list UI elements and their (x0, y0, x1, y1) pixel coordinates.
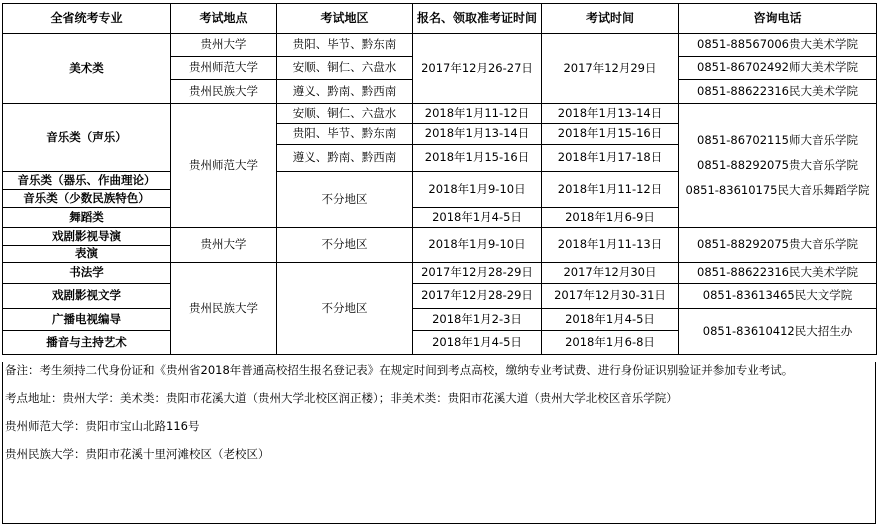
region-cell: 安顺、铜仁、六盘水 (277, 104, 413, 124)
exam-time-cell: 2018年1月17-18日 (542, 145, 679, 172)
region-cell: 不分地区 (277, 172, 413, 228)
registration-cell: 2018年1月4-5日 (413, 208, 542, 228)
region-cell: 不分地区 (277, 263, 413, 355)
phone-cell: 0851-86702492师大美术学院 (679, 57, 877, 80)
phone-cell: 0851-83610412民大招生办 (679, 309, 877, 355)
table-row (3, 104, 877, 124)
phone-cell: 0851-88567006贵大美术学院 (679, 34, 877, 57)
registration-cell: 2018年1月11-12日 (413, 104, 542, 124)
major-cell: 表演 (3, 246, 171, 263)
exam-time-cell: 2018年1月15-16日 (542, 124, 679, 145)
registration-cell: 2018年1月2-3日 (413, 309, 542, 331)
phone-cell: 0851-88292075贵大音乐学院 (679, 228, 877, 263)
registration-cell: 2017年12月28-29日 (413, 284, 542, 309)
exam-time-cell: 2018年1月6-9日 (542, 208, 679, 228)
region-cell: 不分地区 (277, 228, 413, 263)
header-phone: 咨询电话 (679, 4, 877, 34)
exam-time-cell: 2018年1月6-8日 (542, 331, 679, 355)
exam-time-cell: 2017年12月30-31日 (542, 284, 679, 309)
major-cell: 舞蹈类 (3, 208, 171, 228)
phone-line: 0851-86702115师大音乐学院 (697, 133, 858, 147)
registration-cell: 2018年1月9-10日 (413, 172, 542, 208)
note-address-gzdx: 考点地址：贵州大学：美术类：贵阳市花溪大道（贵州大学北校区润正楼）；非美术类：贵阳市花溪大道（贵州大学北校区音乐学院） (5, 391, 678, 405)
major-cell: 音乐类（器乐、作曲理论） (3, 172, 171, 190)
table-row (3, 263, 877, 284)
location-cell: 贵州师范大学 (171, 57, 277, 80)
header-major: 全省统考专业 (3, 4, 171, 34)
registration-cell: 2018年1月9-10日 (413, 228, 542, 263)
major-cell: 播音与主持艺术 (3, 331, 171, 355)
region-cell: 遵义、黔南、黔西南 (277, 80, 413, 104)
header-row (3, 4, 877, 34)
phone-line: 0851-83610175民大音乐舞蹈学院 (685, 183, 870, 197)
header-region: 考试地区 (277, 4, 413, 34)
note-address-gzmzdx: 贵州民族大学：贵阳市花溪十里河滩校区（老校区） (5, 447, 270, 461)
location-cell: 贵州大学 (171, 228, 277, 263)
major-cell: 音乐类（少数民族特色） (3, 190, 171, 208)
location-cell: 贵州民族大学 (171, 263, 277, 355)
header-exam-time: 考试时间 (542, 4, 679, 34)
exam-time-cell: 2018年1月13-14日 (542, 104, 679, 124)
phone-cell (679, 104, 877, 228)
registration-cell: 2018年1月13-14日 (413, 124, 542, 145)
note-address-gzsfdx: 贵州师范大学：贵阳市宝山北路116号 (5, 419, 200, 433)
notes-section (2, 362, 876, 524)
phone-line: 0851-88292075贵大音乐学院 (697, 158, 858, 172)
table-row (3, 228, 877, 246)
location-cell: 贵州大学 (171, 34, 277, 57)
exam-time-cell: 2017年12月30日 (542, 263, 679, 284)
major-cell: 广播电视编导 (3, 309, 171, 331)
location-cell: 贵州师范大学 (171, 104, 277, 228)
note-remark: 备注：考生须持二代身份证和《贵州省2018年普通高校招生报名登记表》在规定时间到考点高校，缴纳专业考试费、进行身份证识别验证并参加专业考试。 (5, 363, 794, 377)
region-cell: 贵阳、毕节、黔东南 (277, 34, 413, 57)
exam-time-cell: 2017年12月29日 (542, 34, 679, 104)
table-row (3, 309, 877, 331)
major-cell: 书法学 (3, 263, 171, 284)
exam-time-cell: 2018年1月11-13日 (542, 228, 679, 263)
exam-time-cell: 2018年1月11-12日 (542, 172, 679, 208)
registration-cell: 2017年12月28-29日 (413, 263, 542, 284)
major-cell: 美术类 (3, 34, 171, 104)
location-cell: 贵州民族大学 (171, 80, 277, 104)
exam-time-cell: 2018年1月4-5日 (542, 309, 679, 331)
table-row (3, 284, 877, 309)
table-row (3, 34, 877, 57)
registration-cell: 2017年12月26-27日 (413, 34, 542, 104)
major-cell: 戏剧影视导演 (3, 228, 171, 246)
major-cell: 音乐类（声乐） (3, 104, 171, 172)
header-registration-time: 报名、领取准考证时间 (413, 4, 542, 34)
header-location: 考试地点 (171, 4, 277, 34)
phone-cell: 0851-88622316民大美术学院 (679, 80, 877, 104)
exam-schedule-table (2, 3, 877, 355)
registration-cell: 2018年1月4-5日 (413, 331, 542, 355)
region-cell: 安顺、铜仁、六盘水 (277, 57, 413, 80)
phone-cell: 0851-83613465民大文学院 (679, 284, 877, 309)
major-cell: 戏剧影视文学 (3, 284, 171, 309)
region-cell: 遵义、黔南、黔西南 (277, 145, 413, 172)
phone-cell: 0851-88622316民大美术学院 (679, 263, 877, 284)
region-cell: 贵阳、毕节、黔东南 (277, 124, 413, 145)
registration-cell: 2018年1月15-16日 (413, 145, 542, 172)
